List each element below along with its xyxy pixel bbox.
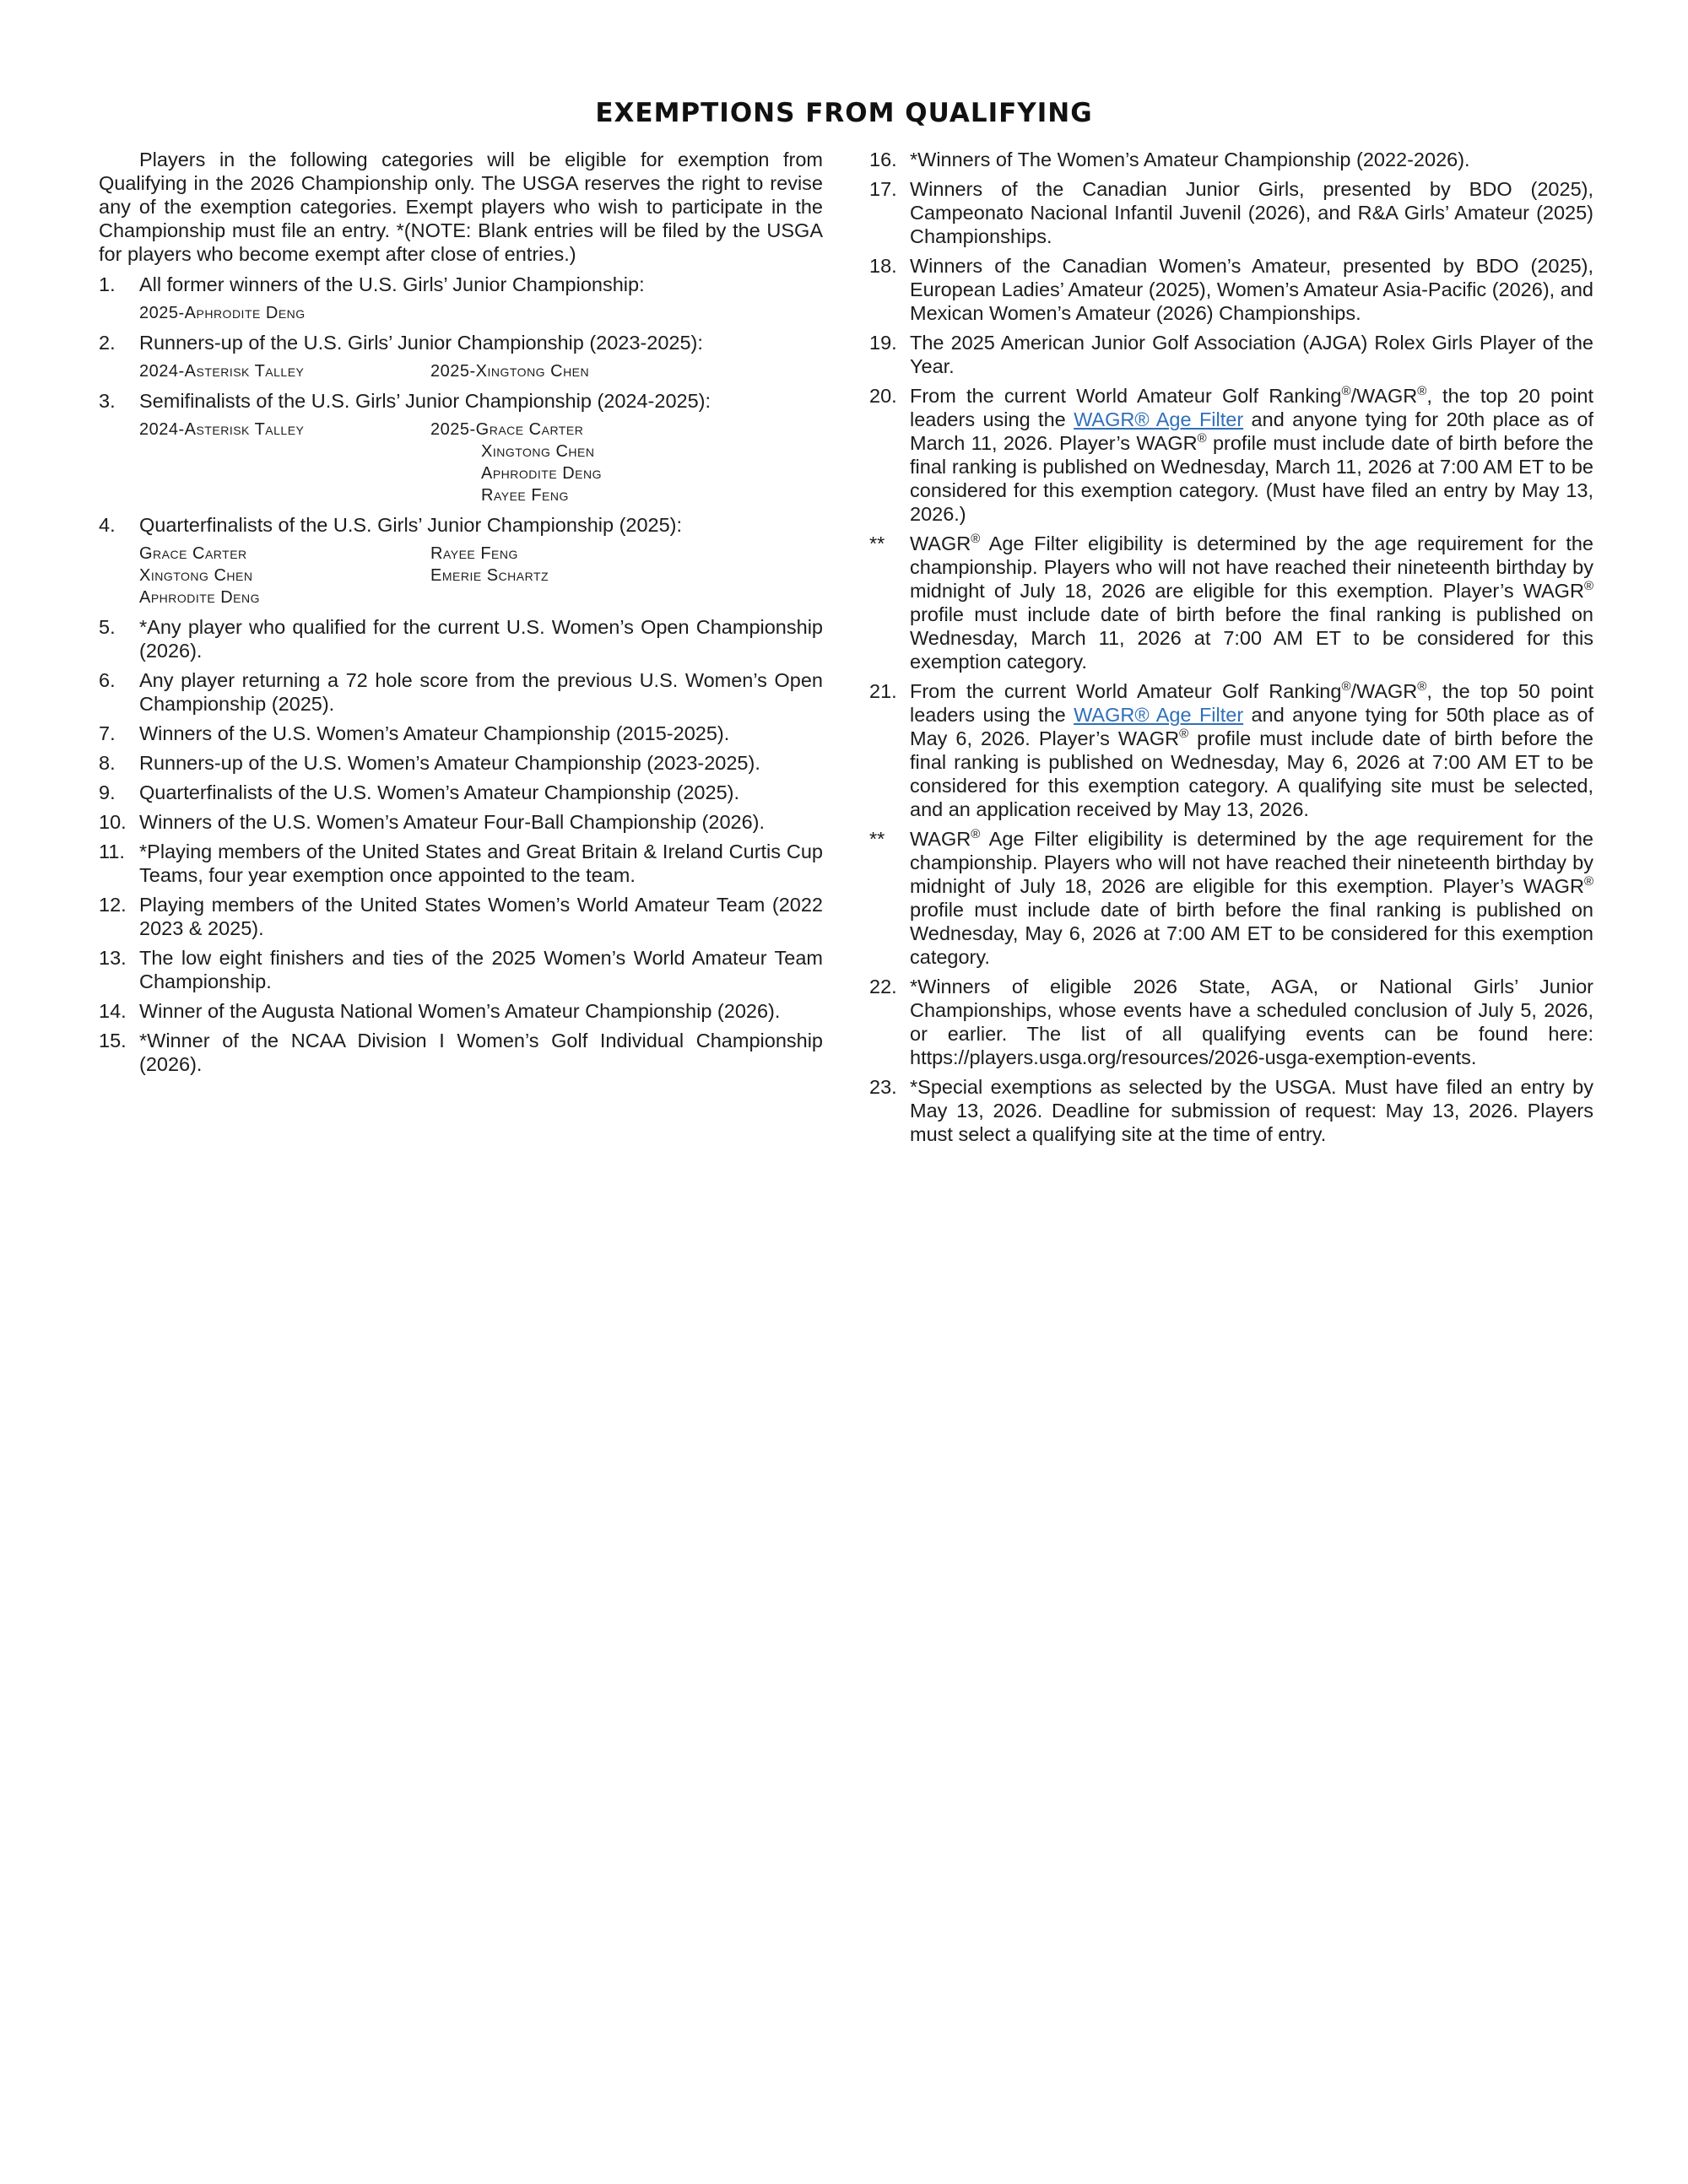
item-number: 23. bbox=[869, 1076, 897, 1098]
wagr-age-filter-link[interactable]: WAGR® Age Filter bbox=[1074, 704, 1244, 726]
item-text: The 2025 American Junior Golf Association (AJGA) Rolex Girls Player of the Year. bbox=[910, 332, 1593, 377]
item-number: 13. bbox=[99, 947, 127, 969]
item-text: *Special exemptions as selected by the USGA. Must have filed an entry by May 13, 2026. Deadline for submission of request: May 13, 2026. Players must select a qualifying site at the time of entry. bbox=[910, 1076, 1593, 1145]
item-text: Quarterfinalists of the U.S. Women’s Amateur Championship (2025). bbox=[139, 781, 739, 803]
name-list bbox=[139, 360, 823, 382]
item-number: 5. bbox=[99, 616, 116, 638]
item-text: Winners of the U.S. Women’s Amateur Championship (2015-2025). bbox=[139, 722, 730, 744]
list-item bbox=[869, 1075, 1593, 1146]
name-list bbox=[139, 302, 823, 324]
list-item bbox=[869, 177, 1593, 248]
player-name: Rayee Feng bbox=[481, 486, 569, 505]
item-text: Winner of the Augusta National Women’s Amateur Championship (2026). bbox=[139, 1000, 781, 1022]
item-number: 8. bbox=[99, 752, 116, 774]
intro-paragraph: Players in the following categories will be eligible for exemption from Qualifying in the 2026 Championship only. The USGA reserves the right to revise any of the exemption categories. Exempt players who wish to participate in the Championship must file an entry. *(NOTE: Blank entries will be filed by the USGA for players who become exempt after close of entries.) bbox=[99, 149, 823, 265]
item-text: *Playing members of the United States and Great Britain & Ireland Curtis Cup Teams, four year exemption once appointed to the team. bbox=[139, 841, 823, 886]
player-name: Rayee Feng bbox=[430, 544, 518, 563]
name-list bbox=[139, 419, 823, 506]
item-text: *Winner of the NCAA Division I Women’s Golf Individual Championship (2026). bbox=[139, 1030, 823, 1075]
item-number: 11. bbox=[99, 841, 125, 862]
list-item bbox=[869, 384, 1593, 526]
item-text: Quarterfinalists of the U.S. Girls’ Junior Championship (2025): bbox=[139, 514, 683, 536]
wagr-age-filter-link[interactable]: WAGR® Age Filter bbox=[1074, 408, 1244, 430]
list-item bbox=[99, 722, 823, 745]
item-text: Runners-up of the U.S. Women’s Amateur Championship (2023-2025). bbox=[139, 752, 760, 774]
list-item bbox=[99, 615, 823, 662]
item-number: 10. bbox=[99, 811, 127, 833]
item-number: 19. bbox=[869, 332, 897, 354]
list-item bbox=[99, 781, 823, 804]
item-number: 15. bbox=[99, 1030, 127, 1051]
list-item bbox=[99, 513, 823, 537]
player-name: Xingtong Chen bbox=[139, 566, 253, 585]
left-column bbox=[99, 148, 823, 1082]
item-text: Winners of the U.S. Women’s Amateur Four-Ball Championship (2026). bbox=[139, 811, 766, 833]
list-item bbox=[99, 893, 823, 940]
list-item bbox=[869, 148, 1593, 171]
player-name: Aphrodite Deng bbox=[139, 588, 261, 607]
item-number: 17. bbox=[869, 178, 897, 200]
player-name: Xingtong Chen bbox=[481, 442, 595, 461]
list-item bbox=[99, 751, 823, 775]
item-text: All former winners of the U.S. Girls’ Junior Championship: bbox=[139, 273, 645, 295]
item-number: 7. bbox=[99, 722, 116, 744]
item-text: Any player returning a 72 hole score from the previous U.S. Women’s Open Championship (2025). bbox=[139, 669, 823, 715]
player-name: 2025-Aphrodite Deng bbox=[139, 304, 306, 322]
list-item bbox=[99, 946, 823, 993]
item-number: ** bbox=[869, 828, 885, 850]
item-number: 20. bbox=[869, 385, 897, 407]
item-text: Runners-up of the U.S. Girls’ Junior Championship (2023-2025): bbox=[139, 332, 703, 354]
player-name: 2025-Grace Carter bbox=[430, 420, 584, 439]
list-item bbox=[99, 840, 823, 887]
item-text: *Winners of eligible 2026 State, AGA, or National Girls’ Junior Championships, whose events have a scheduled conclusion of July 5, 2026, or earlier. The list of all qualifying events can be found here: https://players.usga.org/resources/2026-usga-exemption-events. bbox=[910, 976, 1593, 1068]
item-text: WAGR® Age Filter eligibility is determined by the age requirement for the championship. Players who will not have reached their nineteenth birthday by midnight of July 18, 2026 are eligible for this exemption. Player’s WAGR® profile must include date of birth before the final ranking is published on Wednesday, March 11, 2026 at 7:00 AM ET to be considered for this exemption category. bbox=[910, 532, 1593, 673]
item-number: 18. bbox=[869, 255, 897, 277]
item-number: 21. bbox=[869, 680, 897, 702]
player-name: Emerie Schartz bbox=[430, 566, 549, 585]
player-name: 2025-Xingtong Chen bbox=[430, 362, 590, 381]
item-number: 14. bbox=[99, 1000, 127, 1022]
item-number: 9. bbox=[99, 781, 116, 803]
item-text: Winners of the Canadian Women’s Amateur, presented by BDO (2025), European Ladies’ Amateur (2025), Women’s Amateur Asia-Pacific (2026), and Mexican Women’s Amateur (2026) Championships. bbox=[910, 255, 1593, 324]
item-number: 4. bbox=[99, 514, 116, 536]
item-text: The low eight finishers and ties of the 2025 Women’s World Amateur Team Championship. bbox=[139, 947, 823, 992]
item-number: 12. bbox=[99, 894, 127, 916]
item-number: 6. bbox=[99, 669, 116, 691]
item-number: ** bbox=[869, 532, 885, 554]
list-item bbox=[99, 668, 823, 716]
item-text: From the current World Amateur Golf Ranking®/WAGR®, the top 50 point leaders using the WAGR® Age Filter and anyone tying for 50th place as of May 6, 2026. Player’s WAGR® profile must include date of birth before the final ranking is published on Wednesday, May 6, 2026 at 7:00 AM ET to be considered for this exemption category. A qualifying site must be selected, and an application received by May 13, 2026. bbox=[910, 679, 1593, 820]
player-name: 2024-Asterisk Talley bbox=[139, 420, 305, 439]
player-name: Grace Carter bbox=[139, 544, 247, 563]
list-item bbox=[869, 827, 1593, 969]
item-text: Winners of the Canadian Junior Girls, presented by BDO (2025), Campeonato Nacional Infantil Juvenil (2026), and R&A Girls’ Amateur (2025) Championships. bbox=[910, 178, 1593, 247]
item-number: 22. bbox=[869, 976, 897, 997]
item-text: WAGR® Age Filter eligibility is determined by the age requirement for the championship. Players who will not have reached their nineteenth birthday by midnight of July 18, 2026 are eligible for this exemption. Player’s WAGR® profile must include date of birth before the final ranking is published on Wednesday, May 6, 2026 at 7:00 AM ET to be considered for this exemption category. bbox=[910, 827, 1593, 968]
list-item bbox=[99, 810, 823, 834]
list-item bbox=[99, 1029, 823, 1076]
item-text: Playing members of the United States Women’s World Amateur Team (2022 2023 & 2025). bbox=[139, 894, 823, 939]
list-item bbox=[869, 532, 1593, 673]
item-number: 1. bbox=[99, 273, 116, 295]
list-item bbox=[99, 331, 823, 354]
list-item bbox=[869, 254, 1593, 325]
page-title: EXEMPTIONS FROM QUALIFYING bbox=[595, 98, 1093, 128]
name-list bbox=[139, 543, 823, 608]
list-item bbox=[99, 999, 823, 1023]
item-text: *Winners of The Women’s Amateur Championship (2022-2026). bbox=[910, 149, 1470, 170]
list-item bbox=[869, 679, 1593, 821]
item-text: From the current World Amateur Golf Ranking®/WAGR®, the top 20 point leaders using the WAGR® Age Filter and anyone tying for 20th place as of March 11, 2026. Player’s WAGR® profile must include date of birth before the final ranking is published on Wednesday, March 11, 2026 at 7:00 AM ET to be considered for this exemption category. (Must have filed an entry by May 13, 2026.) bbox=[910, 384, 1593, 525]
player-name: Aphrodite Deng bbox=[481, 464, 603, 483]
list-item bbox=[99, 389, 823, 413]
item-text: *Any player who qualified for the current U.S. Women’s Open Championship (2026). bbox=[139, 616, 823, 662]
list-item bbox=[869, 975, 1593, 1069]
item-number: 3. bbox=[99, 390, 116, 412]
item-number: 2. bbox=[99, 332, 116, 354]
list-item bbox=[99, 273, 823, 296]
item-number: 16. bbox=[869, 149, 897, 170]
item-text: Semifinalists of the U.S. Girls’ Junior Championship (2024-2025): bbox=[139, 390, 711, 412]
list-item bbox=[869, 331, 1593, 378]
right-column bbox=[869, 148, 1593, 1152]
player-name: 2024-Asterisk Talley bbox=[139, 362, 305, 381]
